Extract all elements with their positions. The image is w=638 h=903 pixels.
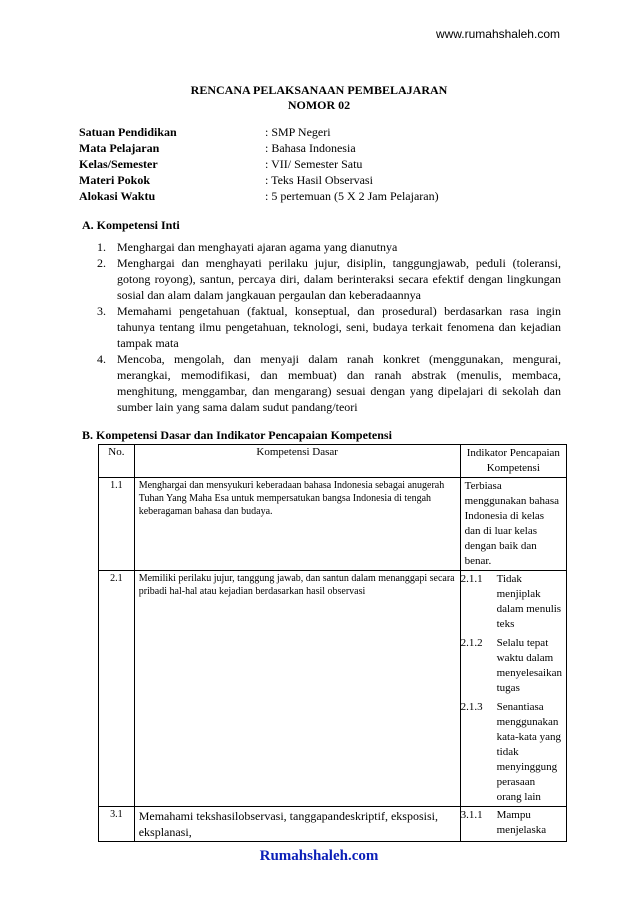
row-indicators xyxy=(460,807,566,842)
info-value: : Bahasa Indonesia xyxy=(265,141,356,155)
section-b-heading: B. Kompetensi Dasar dan Indikator Pencapaian Kompetensi xyxy=(82,428,392,442)
item-text: Mencoba, mengolah, dan menyaji dalam ranah konkret (menggunakan, mengurai, merangkai, memodifikasi, dan membuat) dan ranah abstrak (menulis, membaca, menghitung, menggambar, dan mengarang) sesuai dengan yang dipelajari di sekolah dan sumber lain yang sama dalam sudut pandang/teori xyxy=(117,352,561,414)
title-line-2: NOMOR 02 xyxy=(287,98,351,112)
item-number: 2. xyxy=(97,256,106,270)
info-label: Alokasi Waktu xyxy=(79,189,156,203)
indicator-item xyxy=(461,636,562,696)
row-number: 3.1 xyxy=(99,807,135,842)
row-kd: Memiliki perilaku jujur, tanggung jawab, dan santun dalam menanggapi secara pribadi hal-hal atau kejadian berdasarkan hasil observasi xyxy=(134,571,460,807)
indicator-code: 3.1.1 xyxy=(460,809,483,821)
table-row xyxy=(99,807,567,842)
info-row xyxy=(79,188,439,204)
indicator-text: Mampu menjelaska xyxy=(496,809,547,836)
item-number: 4. xyxy=(97,352,106,366)
item-text: Menghargai dan menghayati perilaku jujur, disiplin, tanggungjawab, peduli (toleransi, gotong royong), santun, percaya diri, dalam berinteraksi secara efektif dengan lingkungan sosial dan alam dalam jangkauan pergaulan dan keberadaannya xyxy=(117,256,561,302)
row-number: 2.1 xyxy=(99,571,135,807)
table-row xyxy=(99,571,567,807)
row-number: 1.1 xyxy=(99,478,135,571)
list-item xyxy=(97,239,561,255)
indicator-item xyxy=(461,808,562,838)
kompetensi-inti-list xyxy=(97,239,561,415)
row-indicator: Terbiasa menggunakan bahasa Indonesia di kelas dan di luar kelas dengan baik dan benar. xyxy=(460,478,566,571)
title-line-1: RENCANA PELAKSANAAN PEMBELAJARAN xyxy=(190,83,448,97)
info-label: Satuan Pendidikan xyxy=(79,125,177,139)
section-a-heading: A. Kompetensi Inti xyxy=(82,218,180,232)
row-kd: Memahami tekshasilobservasi, tanggapandeskriptif, eksposisi, eksplanasi, xyxy=(134,807,460,842)
info-row xyxy=(79,140,439,156)
indicator-code: 2.1.3 xyxy=(460,701,483,713)
col-header-kd: Kompetensi Dasar xyxy=(134,445,460,478)
info-value: : SMP Negeri xyxy=(265,125,331,139)
indicator-item xyxy=(461,700,562,805)
row-indicators xyxy=(460,571,566,807)
footer-brand[interactable]: Rumahshaleh.com xyxy=(259,848,379,864)
indicator-text: Senantiasa menggunakan kata-kata yang tidak menyinggung perasaan orang lain xyxy=(496,701,562,803)
site-url[interactable]: www.rumahshaleh.com xyxy=(435,27,560,41)
kompetensi-dasar-table xyxy=(98,444,567,842)
item-number: 3. xyxy=(97,304,106,318)
info-row xyxy=(79,124,439,140)
info-label: Materi Pokok xyxy=(79,173,150,187)
table-row xyxy=(99,478,567,571)
list-item xyxy=(97,303,561,351)
row-kd: Menghargai dan mensyukuri keberadaan bahasa Indonesia sebagai anugerah Tuhan Yang Maha Esa untuk mempersatukan bangsa Indonesia di tengah keberagaman bahasa dan budaya. xyxy=(134,478,460,571)
indicator-code: 2.1.2 xyxy=(460,637,483,649)
table-header-row xyxy=(99,445,567,478)
info-value: : Teks Hasil Observasi xyxy=(265,173,373,187)
item-text: Menghargai dan menghayati ajaran agama yang dianutnya xyxy=(117,240,398,254)
indicator-text: Selalu tepat waktu dalam menyelesaikan tugas xyxy=(496,637,562,694)
info-row xyxy=(79,156,439,172)
info-row xyxy=(79,172,439,188)
list-item xyxy=(97,351,561,415)
document-title xyxy=(0,83,638,113)
col-header-no: No. xyxy=(99,445,135,478)
info-label: Mata Pelajaran xyxy=(79,141,160,155)
item-text: Memahami pengetahuan (faktual, konseptual, dan prosedural) berdasarkan rasa ingin tahunya tentang ilmu pengetahuan, teknologi, seni, budaya terkait fenomena dan kejadian tampak mata xyxy=(117,304,561,350)
indicator-text: Tidak menjiplak dalam menulis teks xyxy=(496,573,562,630)
list-item xyxy=(97,255,561,303)
identity-info xyxy=(79,124,439,204)
item-number: 1. xyxy=(97,240,106,254)
info-label: Kelas/Semester xyxy=(79,157,158,171)
info-value: : VII/ Semester Satu xyxy=(265,157,363,171)
indicator-item xyxy=(461,572,562,632)
indicator-code: 2.1.1 xyxy=(460,573,483,585)
col-header-indicator: Indikator Pencapaian Kompetensi xyxy=(460,445,566,478)
info-value: : 5 pertemuan (5 X 2 Jam Pelajaran) xyxy=(265,189,439,203)
